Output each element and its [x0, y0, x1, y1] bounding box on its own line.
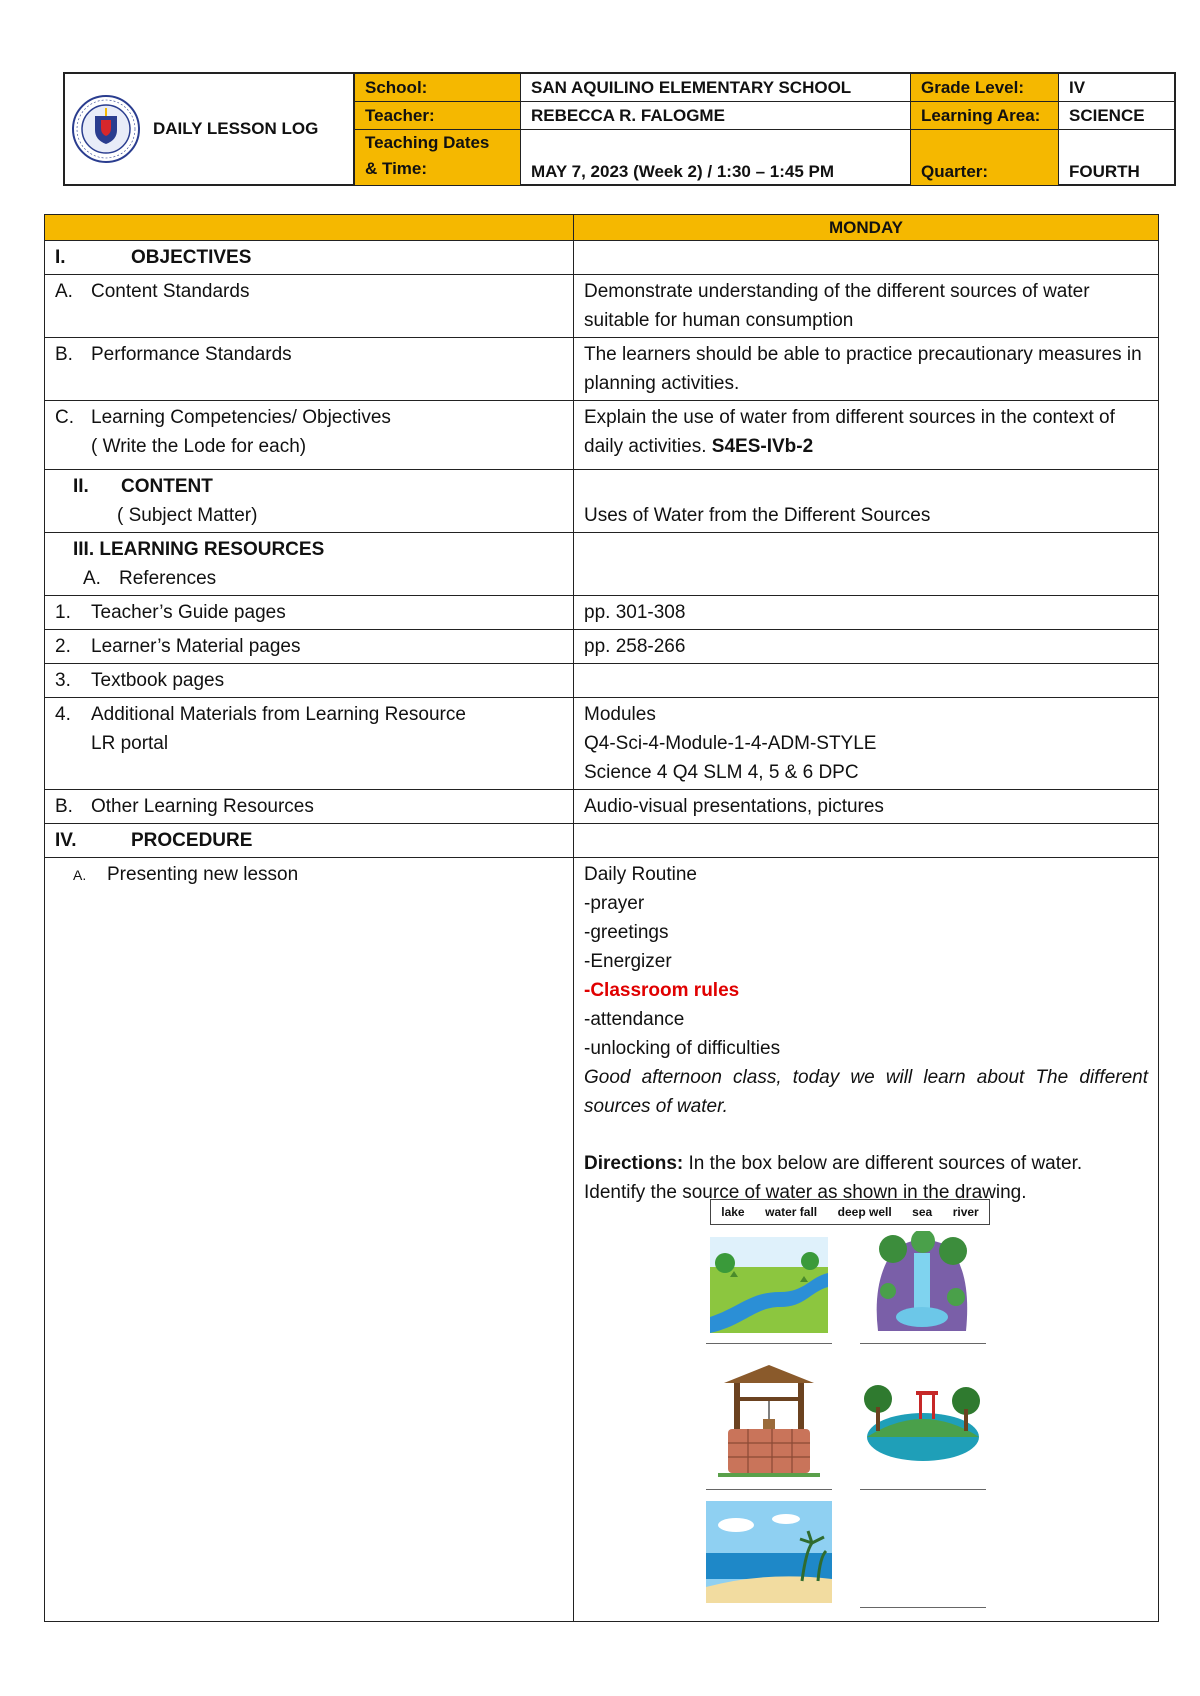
header-block — [63, 72, 1176, 186]
directions-text: Directions: In the box below are different sources of water. Identify the source of water as shown in the drawing. — [584, 1153, 1083, 1203]
competencies-label: C. Learning Competencies/ Objectives ( Write the Lode for each) — [45, 401, 574, 470]
routine-energizer: -Energizer — [584, 951, 672, 972]
word-deep-well: deep well — [837, 1204, 892, 1219]
content-standards-label: A. Content Standards — [45, 275, 574, 338]
word-lake: lake — [721, 1204, 745, 1219]
presenting-lesson-row — [45, 858, 1159, 1622]
answer-line-deep-well — [706, 1489, 832, 1490]
learning-area-value: SCIENCE — [1058, 102, 1174, 130]
header-info-grid — [355, 74, 1174, 184]
word-waterfall: water fall — [765, 1204, 818, 1219]
day-header-blank — [45, 215, 574, 241]
performance-standards-row — [45, 338, 1159, 401]
competencies-row — [45, 401, 1159, 470]
school-value: SAN AQUILINO ELEMENTARY SCHOOL — [520, 74, 910, 102]
teaching-dates-label-line2: & Time: — [365, 159, 428, 178]
river-image — [710, 1237, 828, 1333]
quarter-label: Quarter: — [910, 130, 1058, 185]
teachers-guide-row — [45, 596, 1159, 630]
content-label: II. CONTENT ( Subject Matter) — [45, 470, 574, 533]
word-bank — [710, 1199, 990, 1225]
day-header: MONDAY — [574, 215, 1159, 241]
learners-material-label: 2. Learner’s Material pages — [45, 630, 574, 664]
learning-resources-label: III. LEARNING RESOURCES A. References — [45, 533, 574, 596]
presenting-lesson-label: A. Presenting new lesson — [45, 858, 574, 1622]
other-resources-value: Audio-visual presentations, pictures — [574, 790, 1159, 824]
additional-materials-row — [45, 698, 1159, 790]
content-value: Uses of Water from the Different Sources — [574, 470, 1159, 533]
textbook-label: 3. Textbook pages — [45, 664, 574, 698]
daily-routine-title: Daily Routine — [584, 864, 697, 885]
answer-line-waterfall — [860, 1343, 986, 1344]
content-row — [45, 470, 1159, 533]
content-standards-row — [45, 275, 1159, 338]
answer-line-lake — [860, 1489, 986, 1490]
deep-well-image — [714, 1363, 824, 1479]
sea-image — [706, 1501, 832, 1603]
deped-seal-icon — [71, 94, 141, 164]
school-label: School: — [355, 74, 520, 102]
day-header-row — [45, 215, 1159, 241]
routine-attendance: -attendance — [584, 1009, 685, 1030]
word-river: river — [952, 1204, 979, 1219]
greeting-text: Good afternoon class, today we will learn about The different sources of water. — [584, 1067, 1148, 1117]
objectives-value — [574, 241, 1159, 275]
teacher-label: Teacher: — [355, 102, 520, 130]
answer-line-river — [706, 1343, 832, 1344]
word-sea: sea — [912, 1204, 933, 1219]
teaching-dates-label-line1: Teaching Dates — [365, 133, 490, 152]
learners-material-value: pp. 258-266 — [574, 630, 1159, 664]
learning-resources-value — [574, 533, 1159, 596]
objectives-heading: I. OBJECTIVES — [45, 241, 574, 275]
lake-image — [860, 1371, 986, 1471]
teacher-value: REBECCA R. FALOGME — [520, 102, 910, 130]
procedure-value — [574, 824, 1159, 858]
grade-level-label: Grade Level: — [910, 74, 1058, 102]
other-resources-row — [45, 790, 1159, 824]
water-sources-activity — [584, 1204, 1148, 1617]
competency-code: S4ES-IVb-2 — [711, 436, 814, 457]
lesson-log-table — [44, 214, 1159, 1622]
teaching-dates-value: MAY 7, 2023 (Week 2) / 1:30 – 1:45 PM — [520, 130, 910, 185]
textbook-row — [45, 664, 1159, 698]
performance-standards-label: B. Performance Standards — [45, 338, 574, 401]
performance-standards-value: The learners should be able to practice precautionary measures in planning activities. — [574, 338, 1159, 401]
waterfall-image — [868, 1231, 974, 1337]
routine-greetings: -greetings — [584, 922, 669, 943]
grade-level-value: IV — [1058, 74, 1174, 102]
textbook-value — [574, 664, 1159, 698]
teachers-guide-label: 1. Teacher’s Guide pages — [45, 596, 574, 630]
content-standards-value: Demonstrate understanding of the different sources of water suitable for human consumption — [574, 275, 1159, 338]
additional-materials-label: 4. Additional Materials from Learning Resource LR portal — [45, 698, 574, 790]
teachers-guide-value: pp. 301-308 — [574, 596, 1159, 630]
additional-materials-value: Modules Q4-Sci-4-Module-1-4-ADM-STYLE Science 4 Q4 SLM 4, 5 & 6 DPC — [574, 698, 1159, 790]
learning-resources-row — [45, 533, 1159, 596]
competencies-value: Explain the use of water from different sources in the context of daily activities. S4ES-IVb-2 — [574, 401, 1159, 470]
presenting-lesson-value — [574, 858, 1159, 1622]
other-resources-label: B. Other Learning Resources — [45, 790, 574, 824]
quarter-value: FOURTH — [1058, 130, 1174, 185]
objectives-row — [45, 241, 1159, 275]
answer-line-sea — [860, 1607, 986, 1608]
routine-prayer: -prayer — [584, 893, 645, 914]
routine-classroom-rules: -Classroom rules — [584, 980, 740, 1001]
procedure-heading: IV. PROCEDURE — [45, 824, 574, 858]
routine-unlocking: -unlocking of difficulties — [584, 1038, 781, 1059]
learning-area-label: Learning Area: — [910, 102, 1058, 130]
teaching-dates-label — [355, 130, 520, 185]
learners-material-row — [45, 630, 1159, 664]
header-title-cell — [65, 74, 355, 184]
procedure-row — [45, 824, 1159, 858]
document-title: DAILY LESSON LOG — [153, 119, 319, 138]
